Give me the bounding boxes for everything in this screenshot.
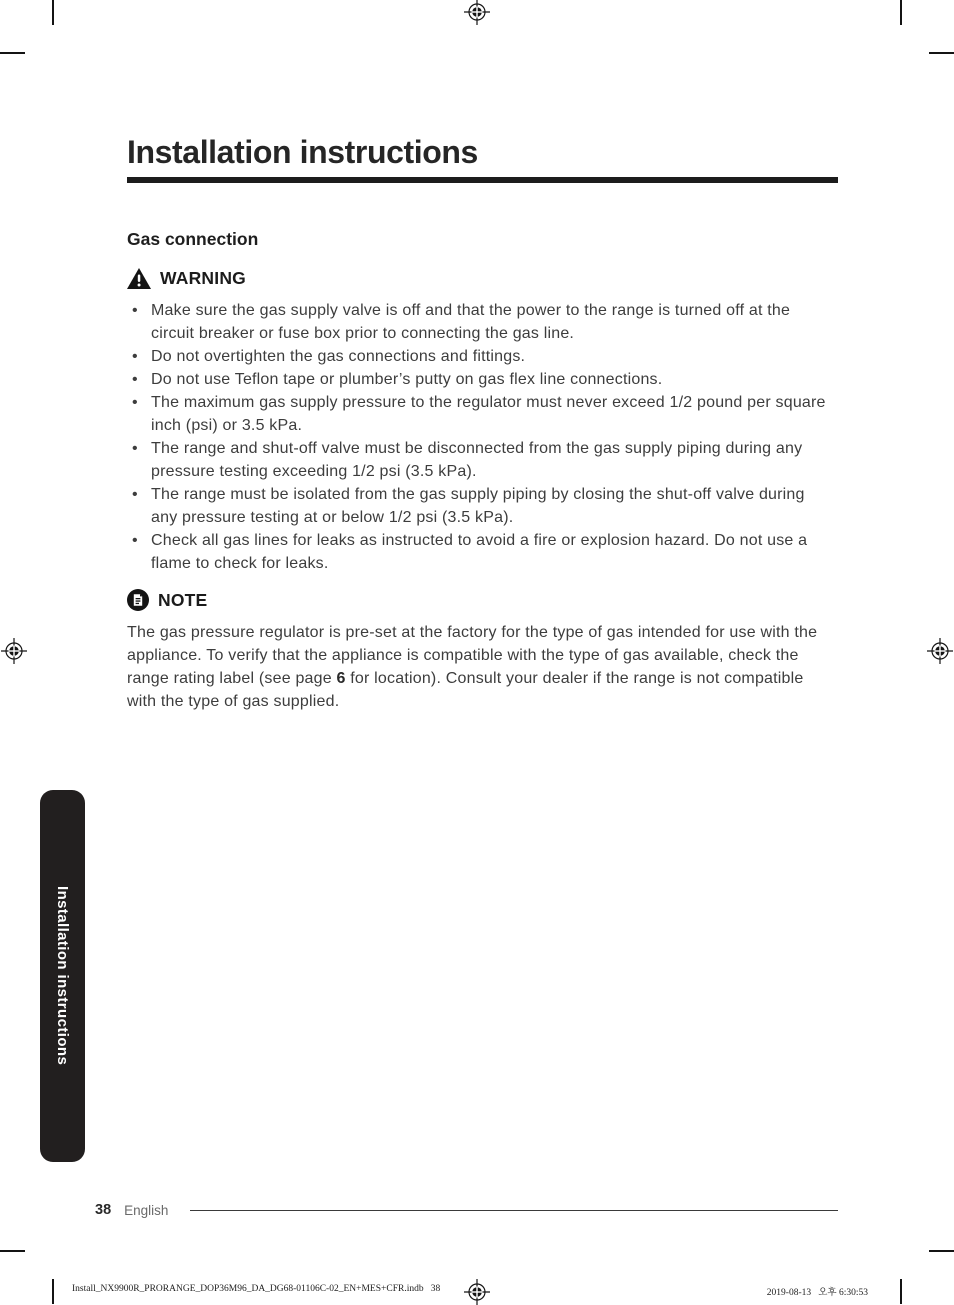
warning-heading [127, 266, 838, 290]
crop-mark-bottom-left-vertical [52, 1279, 54, 1304]
crop-mark-bottom-left-horizontal [0, 1250, 25, 1252]
crop-mark-top-left-vertical [52, 0, 54, 25]
registration-mark-bottom-icon [464, 1279, 490, 1305]
note-page-reference: 6 [336, 670, 346, 687]
bullet-item: • The range must be isolated from the gas supply piping by closing the shut-off valve during any pressure testing at or below 1/2 psi (3.5 kPa). [127, 483, 832, 529]
warning-label: WARNING [160, 267, 246, 288]
bullet-item: • The maximum gas supply pressure to the regulator must never exceed 1/2 pound per square inch (psi) or 3.5 kPa. [127, 391, 832, 437]
crop-mark-bottom-right-horizontal [929, 1250, 954, 1252]
footer-rule [190, 1210, 838, 1211]
note-paragraph [127, 621, 833, 713]
note-text-before: The gas pressure regulator is pre-set at the factory for the type of gas intended for use with the appliance. To verify that the appliance is compatible with the type of gas available, check the range rating label (see page [127, 624, 818, 687]
language-label: English [124, 1202, 169, 1218]
crop-mark-top-left-horizontal [0, 52, 25, 54]
bullet-item: • Make sure the gas supply valve is off and that the power to the range is turned off at the circuit breaker or fuse box prior to connecting the gas line. [127, 299, 832, 345]
sidebar-tab-installation-instructions [40, 790, 85, 1162]
page-content [127, 134, 838, 713]
registration-mark-top-icon [464, 0, 490, 25]
warning-bullet-list [127, 299, 832, 575]
warning-triangle-icon [127, 268, 151, 289]
print-footer-datetime: 2019-08-13 오후 6:30:53 [766, 1288, 868, 1298]
section-heading-gas-connection: Gas connection [127, 229, 259, 249]
note-label: NOTE [158, 589, 208, 610]
bullet-item: • Do not use Teflon tape or plumber’s putty on gas flex line connections. [127, 368, 832, 391]
note-document-icon [127, 589, 149, 611]
page-number: 38 [95, 1202, 112, 1218]
title-underline [127, 177, 838, 183]
page-footer [95, 1199, 838, 1221]
note-text-after: for location). Consult your dealer if the range is not compatible with the type of gas supplied. [127, 670, 804, 710]
bullet-item: • Check all gas lines for leaks as instructed to avoid a fire or explosion hazard. Do not use a flame to check for leaks. [127, 529, 832, 575]
note-heading [127, 588, 838, 612]
crop-mark-top-right-vertical [900, 0, 902, 25]
crop-mark-bottom-right-vertical [900, 1279, 902, 1304]
registration-mark-left-icon [1, 638, 27, 664]
print-footer-filename: Install_NX9900R_PRORANGE_DOP36M96_DA_DG68-01106C-02_EN+MES+CFR.indb 38 [72, 1284, 441, 1294]
bullet-item: • The range and shut-off valve must be disconnected from the gas supply piping during any pressure testing exceeding 1/2 psi (3.5 kPa). [127, 437, 832, 483]
page-title: Installation instructions [127, 134, 478, 170]
crop-mark-top-right-horizontal [929, 52, 954, 54]
sidebar-tab-label: Installation instructions [54, 886, 71, 1066]
registration-mark-right-icon [927, 638, 953, 664]
bullet-item: • Do not overtighten the gas connections and fittings. [127, 345, 832, 368]
